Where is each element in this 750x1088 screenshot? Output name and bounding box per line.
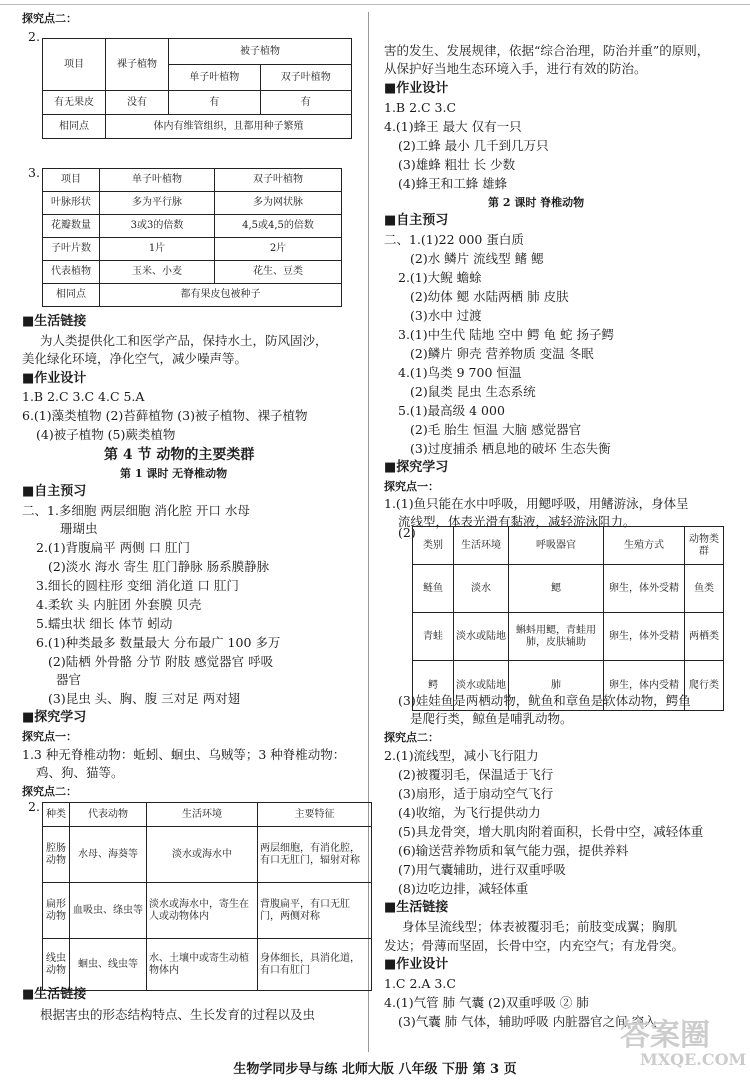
homework-heading: ■作业设计 <box>384 81 449 96</box>
explore-point-2-title: 探究点二： <box>384 731 439 744</box>
table-cell: 淡水或陆地 <box>454 661 509 711</box>
watermark-url: MXQE.COM <box>640 1050 747 1069</box>
table-cell: 爬行类 <box>685 661 724 711</box>
table-cell: 双子叶植物 <box>260 65 352 91</box>
table-cell: 被子植物 <box>169 39 352 65</box>
table-cell: 多为平行脉 <box>100 192 215 215</box>
table-cell: 都有果皮包被种子 <box>100 284 342 307</box>
text-line: 6.(1)藻类植物 (2)苔藓植物 (3)被子植物、裸子植物 <box>22 408 308 423</box>
table-cell: 单子叶植物 <box>100 169 215 192</box>
section-title: 第 4 节 动物的主要类群 <box>104 447 255 463</box>
text-line: (3)娃娃鱼是两栖动物，鱿鱼和章鱼是软体动物，鳄鱼 <box>398 693 691 708</box>
table-cell: 相同点 <box>43 115 106 139</box>
table-cell: 没有 <box>106 91 169 115</box>
homework-heading: ■作业设计 <box>384 957 449 972</box>
vertebrate-table <box>412 526 724 711</box>
text-line: 1.B 2.C 3.C 4.C 5.A <box>22 389 145 404</box>
table-cell: 鱼类 <box>685 565 724 613</box>
table-cell: 血吸虫、绦虫等 <box>70 883 147 939</box>
table-cell: 两栖类 <box>685 613 724 661</box>
text-line: 害的发生、发展规律，依据“综合治理，防治并重”的原则， <box>384 43 710 58</box>
text-line: (3)气囊 肺 气体，辅助呼吸 内脏器官之间 突入 <box>398 1014 657 1029</box>
table-cell: 淡水或海水中 <box>147 827 258 883</box>
text-line: 2.(1)大鲵 蟾蜍 <box>398 270 482 285</box>
table-cell: 水母、海葵等 <box>70 827 147 883</box>
table-cell: 代表动物 <box>70 803 147 827</box>
table-cell: 生活环境 <box>454 527 509 565</box>
question-2-number: 2. <box>28 29 40 44</box>
invertebrate-table <box>42 802 372 991</box>
text-line: 身体呈流线型；体表被覆羽毛；前肢变成翼；胸肌 <box>402 919 678 934</box>
text-line: (3)过度捕杀 栖息地的破坏 生态失衡 <box>410 441 611 456</box>
table-cell: 肺 <box>509 661 604 711</box>
text-line: 4.(1)鸟类 9 700 恒温 <box>398 365 522 380</box>
table-cell: 代表植物 <box>43 261 100 284</box>
text-line: (3)扇形，适于扇动空气飞行 <box>398 786 554 801</box>
table-cell: 裸子植物 <box>106 39 169 91</box>
table-cell: 淡水或陆地 <box>454 613 509 661</box>
text-line: 3.细长的圆柱形 变细 消化道 口 肛门 <box>36 578 239 593</box>
text-line: 二、1.多细胞 两层细胞 消化腔 开口 水母 <box>22 503 250 518</box>
table-cell: 3或3的倍数 <box>100 215 215 238</box>
life-link-heading: ■生活链接 <box>384 900 449 915</box>
text-line: 4.(1)气管 肺 气囊 (2)双重呼吸 ② 肺 <box>384 995 589 1010</box>
lesson-title: 第 2 课时 脊椎动物 <box>488 196 585 209</box>
table-cell: 有 <box>260 91 352 115</box>
lesson-title: 第 1 课时 无脊椎动物 <box>120 467 228 480</box>
table-cell: 主要特征 <box>258 803 372 827</box>
text-line: 1.B 2.C 3.C <box>384 100 457 115</box>
question-2-number: (2) <box>398 525 416 540</box>
table-cell: 玉米、小麦 <box>100 261 215 284</box>
page-footer: 生物学同步导与练 北师大版 八年级 下册 第 3 页 <box>233 1062 517 1077</box>
monocot-dicot-table <box>42 168 342 307</box>
life-link-heading: ■生活链接 <box>22 987 87 1002</box>
table-cell: 种类 <box>43 803 70 827</box>
text-line: 4.(1)蜂王 最大 仅有一只 <box>384 119 522 134</box>
text-line: 5.(1)最高级 4 000 <box>398 403 505 418</box>
text-line: 6.(1)种类最多 数量最大 分布最广 100 多万 <box>36 635 281 650</box>
text-line: 发达；骨薄而坚固，长骨中空，内充空气；有龙骨突。 <box>384 938 685 953</box>
table-cell: 生殖方式 <box>604 527 685 565</box>
table-cell: 花瓣数量 <box>43 215 100 238</box>
explore-point-2-title: 探究点二： <box>22 785 77 798</box>
table-cell: 单子叶植物 <box>169 65 261 91</box>
table-cell: 相同点 <box>43 284 100 307</box>
text-line: (3)水中 过渡 <box>410 308 482 323</box>
table-cell: 有 <box>169 91 261 115</box>
text-line: (2)陆栖 外骨骼 分节 附肢 感觉器官 呼吸 <box>48 654 274 669</box>
text-line: (4)蜂王和工蜂 雄蜂 <box>398 176 508 191</box>
explore-point-1-title: 探究点一： <box>22 730 77 743</box>
table-cell: 多为网状脉 <box>215 192 342 215</box>
text-line: 器官 <box>56 672 82 687</box>
text-line: (2)幼体 鳃 水陆两栖 肺 皮肤 <box>410 289 569 304</box>
table-cell: 呼吸器官 <box>509 527 604 565</box>
text-line: (4)收缩，为飞行提供动力 <box>398 805 541 820</box>
table-cell: 体内有维管组织，且都用种子繁殖 <box>106 115 352 139</box>
text-line: (2)鼠类 昆虫 生态系统 <box>410 384 536 399</box>
homework-heading: ■作业设计 <box>22 371 87 386</box>
question-2-number: 2. <box>28 799 40 814</box>
plant-comparison-table <box>42 38 352 139</box>
text-line: 1.3 种无脊椎动物：蚯蚓、蛔虫、乌贼等；3 种脊椎动物： <box>22 747 346 762</box>
text-line: 美化绿化环境，净化空气，减少噪声等。 <box>22 351 248 366</box>
table-cell: 身体细长，具消化道，有口有肛门 <box>258 939 372 991</box>
table-cell: 两层细胞，有消化腔，有口无肛门，辐射对称 <box>258 827 372 883</box>
table-cell: 生活环境 <box>147 803 258 827</box>
table-cell: 鲢鱼 <box>413 565 454 613</box>
table-cell: 项目 <box>43 169 100 192</box>
explore-point-2-title: 探究点二： <box>22 12 77 25</box>
text-line: (2)水 鳞片 流线型 鳍 鳃 <box>410 251 544 266</box>
table-cell: 双子叶植物 <box>215 169 342 192</box>
table-cell: 卵生，体内受精 <box>604 661 685 711</box>
table-cell: 蝌蚪用鳃，青蛙用肺，皮肤辅助 <box>509 613 604 661</box>
text-line: (2)淡水 海水 寄生 肛门静脉 肠系膜静脉 <box>48 559 270 574</box>
table-cell: 水、土壤中或寄生动植物体内 <box>147 939 258 991</box>
text-line: 2.(1)流线型，减小飞行阻力 <box>384 748 539 763</box>
text-line: (8)边吃边排，减轻体重 <box>398 881 529 896</box>
table-cell: 卵生，体外受精 <box>604 613 685 661</box>
text-line: 珊瑚虫 <box>60 521 98 536</box>
table-cell: 卵生，体外受精 <box>604 565 685 613</box>
table-cell: 有无果皮 <box>43 91 106 115</box>
explore-heading: ■探究学习 <box>384 460 449 475</box>
text-line: (3)昆虫 头、胸、腹 三对足 两对翅 <box>48 691 241 706</box>
explore-heading: ■探究学习 <box>22 710 87 725</box>
text-line: (4)被子植物 (5)蕨类植物 <box>36 427 176 442</box>
text-line: (3)雄蜂 粗壮 长 少数 <box>398 157 516 172</box>
self-study-heading: ■自主预习 <box>384 213 449 228</box>
text-line: 2.(1)背腹扁平 两侧 口 肛门 <box>36 540 191 555</box>
text-line: 从保护好当地生态环境入手，进行有效的防治。 <box>384 61 647 76</box>
text-line: (7)用气囊辅助，进行双重呼吸 <box>398 862 566 877</box>
table-cell: 线虫动物 <box>43 939 70 991</box>
self-study-heading: ■自主预习 <box>22 484 87 499</box>
table-cell: 动物类群 <box>685 527 724 565</box>
table-cell: 鳃 <box>509 565 604 613</box>
table-cell: 1片 <box>100 238 215 261</box>
table-cell: 叶脉形状 <box>43 192 100 215</box>
text-line: (6)输送营养物质和氧气能力强，提供养料 <box>398 843 629 858</box>
table-cell: 扁形动物 <box>43 883 70 939</box>
text-line: 是爬行类，鲸鱼是哺乳动物。 <box>410 711 573 726</box>
watermark-logo: 答案圈 <box>620 1018 710 1053</box>
table-cell: 淡水 <box>454 565 509 613</box>
text-line: 二、1.(1)22 000 蛋白质 <box>384 232 524 247</box>
text-line: (2)鳞片 卵壳 营养物质 变温 冬眠 <box>410 346 594 361</box>
text-line: 为人类提供化工和医学产品，保持水土，防风固沙， <box>40 333 328 348</box>
explore-point-1-title: 探究点一： <box>384 480 439 493</box>
text-line: 流线型，体表光滑有黏液，减轻游泳阻力。 <box>398 514 636 529</box>
text-line: (2)工蜂 最小 几千到几万只 <box>398 138 549 153</box>
table-cell: 子叶片数 <box>43 238 100 261</box>
text-line: (2)被覆羽毛，保温适于飞行 <box>398 767 554 782</box>
table-cell: 鳄 <box>413 661 454 711</box>
question-3-number: 3. <box>28 165 40 180</box>
text-line: 1.C 2.A 3.C <box>384 976 456 991</box>
text-line: 5.蠕虫状 细长 体节 蚓动 <box>36 616 173 631</box>
life-link-heading: ■生活链接 <box>22 314 87 329</box>
table-cell: 项目 <box>43 39 106 91</box>
table-cell: 蛔虫、线虫等 <box>70 939 147 991</box>
table-cell: 淡水或海水中，寄生在人或动物体内 <box>147 883 258 939</box>
table-cell: 背腹扁平，有口无肛门，两侧对称 <box>258 883 372 939</box>
text-line: (2)毛 胎生 恒温 大脑 感觉器官 <box>410 422 582 437</box>
table-cell: 腔肠动物 <box>43 827 70 883</box>
text-line: 鸡、狗、猫等。 <box>36 765 124 780</box>
text-line: (5)具龙骨突，增大肌肉附着面积，长骨中空，减轻体重 <box>398 824 704 839</box>
text-line: 3.(1)中生代 陆地 空中 鳄 龟 蛇 扬子鳄 <box>398 327 614 342</box>
table-cell: 花生、豆类 <box>215 261 342 284</box>
table-cell: 类别 <box>413 527 454 565</box>
table-cell: 青蛙 <box>413 613 454 661</box>
text-line: 1.(1)鱼只能在水中呼吸，用鳃呼吸，用鳍游泳，身体呈 <box>384 496 689 511</box>
table-cell: 4,5或4,5的倍数 <box>215 215 342 238</box>
text-line: 4.柔软 头 内脏团 外套膜 贝壳 <box>36 597 202 612</box>
text-line: 根据害虫的形态结构特点、生长发育的过程以及虫 <box>40 1007 316 1022</box>
table-cell: 2片 <box>215 238 342 261</box>
top-border <box>0 4 750 5</box>
